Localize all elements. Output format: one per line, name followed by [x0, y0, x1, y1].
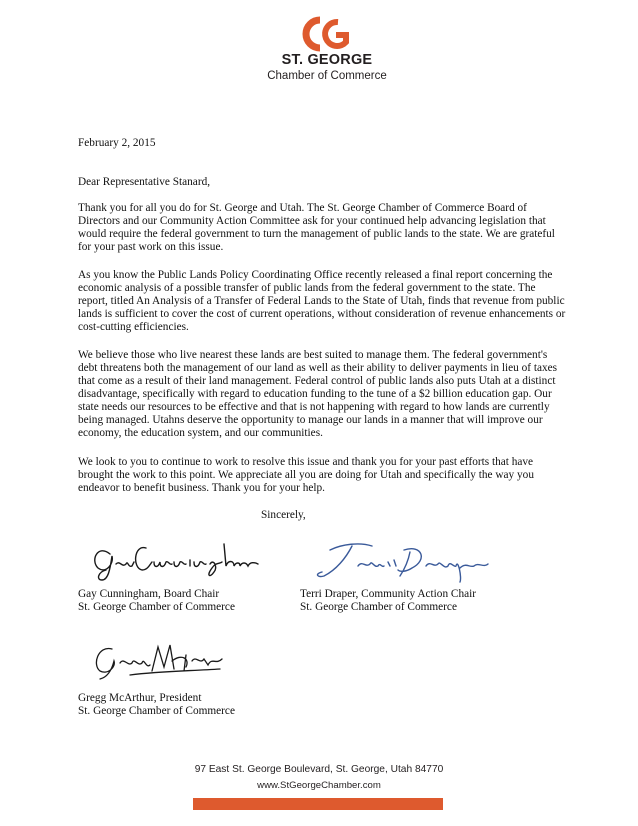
footer-accent-bar: [193, 798, 443, 810]
signer-3-name: Gregg McArthur, President: [78, 692, 202, 704]
signer-1-name: Gay Cunningham, Board Chair: [78, 588, 220, 600]
letter-paragraph-3: We believe those who live nearest these lands are best suited to manage them. The federal government's debt threatens both the management of our land as well as their ability to deliver payments in lieu of taxes that come as a result of their land management. Federal control of public lands also puts Utah at a distinct disadvantage, specifically with regard to education funding to the tune of a $2 billion education gap. Our state needs our resources to be effective and that is not happening with regard to how lands are currently being managed. Utahns deserve the opportunity to manage our lands in a manner that will improve our economy, the education system, and our communities.: [78, 349, 558, 439]
cg-logo-icon: [298, 14, 356, 54]
chamber-logo: [262, 14, 392, 94]
logo-org-name: ST. GEORGE: [281, 52, 373, 68]
letter-greeting: Dear Representative Stanard,: [78, 176, 211, 188]
signature-gregg-mcarthur: [90, 635, 230, 683]
letter-paragraph-4: We look to you to continue to work to resolve this issue and thank you for your past efforts that have brought the work to this point. We appreciate all you are doing for Utah and specifically the way you endeavor to benefit business. Thank you for your help.: [78, 456, 534, 494]
letter-paragraph-2: As you know the Public Lands Policy Coordinating Office recently released a final report concerning the economic analysis of a possible transfer of public lands from the federal government to the state. The report, titled An Analysis of a Transfer of Federal Lands to the State of Utah, finds that revenue from public lands is sufficient to cover the cost of current operations, without consideration of revenue enhancements or cost-cutting efficiencies.: [78, 269, 566, 333]
signer-3-org: St. George Chamber of Commerce: [78, 705, 235, 717]
signer-2: [300, 588, 476, 614]
signer-1: [78, 588, 235, 614]
signature-terri-draper: [300, 538, 490, 586]
signer-3: [78, 692, 235, 718]
footer-website-link[interactable]: www.StGeorgeChamber.com: [257, 780, 381, 791]
letter-date: February 2, 2015: [78, 137, 156, 149]
letter-closing: Sincerely,: [261, 509, 306, 521]
footer-address: 97 East St. George Boulevard, St. George, Utah 84770: [194, 764, 444, 775]
signer-2-name: Terri Draper, Community Action Chair: [300, 588, 477, 600]
signature-gay-cunningham: [88, 534, 263, 584]
logo-org-subtitle: Chamber of Commerce: [267, 70, 387, 82]
signer-1-org: St. George Chamber of Commerce: [78, 601, 235, 613]
letter-paragraph-1: Thank you for all you do for St. George and Utah. The St. George Chamber of Commerce Board of Directors and our Community Action Committee ask for your continued help advancing legislation that would require the federal government to turn the management of public lands to the state. We are grateful for your past work on this issue.: [78, 202, 555, 253]
signer-2-org: St. George Chamber of Commerce: [300, 601, 457, 613]
